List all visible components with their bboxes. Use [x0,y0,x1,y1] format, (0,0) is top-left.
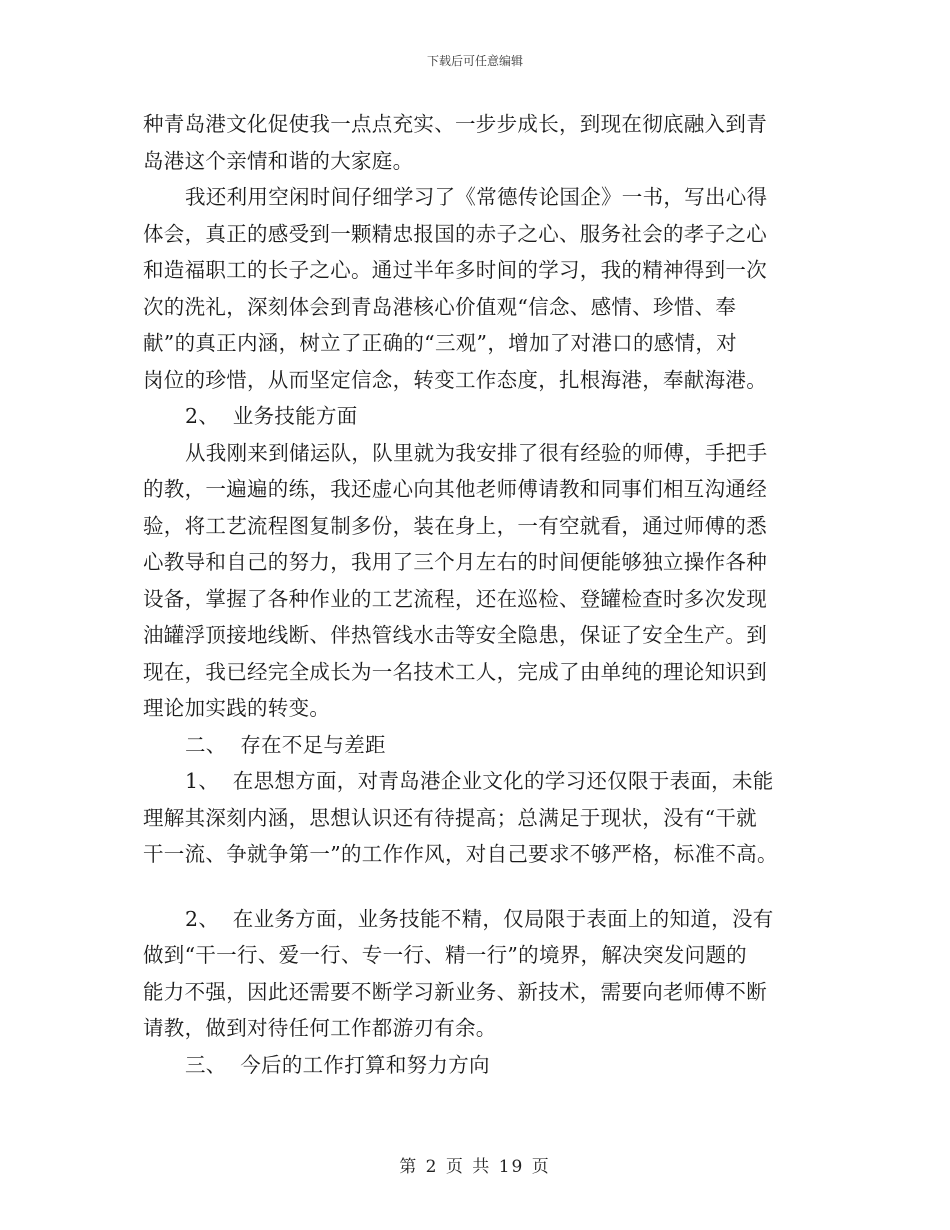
document-body [143,106,823,1083]
paragraph-line: 能力不强，因此还需要不断学习新业务、新技术，需要向老师傅不断 [143,979,767,1004]
section-heading: 二、 存在不足与差距 [185,732,386,757]
section-heading: 2、 业务技能方面 [185,404,358,428]
paragraph-line: 2、 在业务方面，业务技能不精，仅局限于表面上的知道，没有 [185,906,774,931]
paragraph-line: 油罐浮顶接地线断、伴热管线水击等安全隐患，保证了安全生产。到 [143,623,767,647]
paragraph-line: 从我刚来到储运队，队里就为我安排了很有经验的师傅，手把手 [185,440,768,465]
paragraph-line: 理论加实践的转变。 [143,696,331,720]
paragraph-line: 次的洗礼，深刻体会到青岛港核心价值观“信念、感情、珍惜、奉 [143,294,737,319]
paragraph-line: 做到“干一行、爱一行、专一行、精一行”的境界，解决突发问题的 [143,943,747,967]
header-note: 下载后可任意编辑 [426,54,523,68]
paragraph-line: 设备，掌握了各种作业的工艺流程，还在巡检、登罐检查时多次发现 [143,586,767,611]
paragraph-line: 干一流、争就争第一”的工作作风，对自己要求不够严格，标准不高。 [143,842,778,866]
paragraph-gap [143,873,823,901]
paragraph-line: 1、 在思想方面，对青岛港企业文化的学习还仅限于表面，未能 [185,769,774,793]
paragraph-line: 理解其深刻内涵，思想认识还有待提高；总满足于现状，没有“干就 [143,805,757,830]
paragraph-line: 和造福职工的长子之心。通过半年多时间的学习，我的精神得到一次 [143,258,767,282]
section-heading: 三、 今后的工作打算和努力方向 [185,1052,490,1077]
paragraph-line: 请教，做到对待任何工作都游刃有余。 [143,1016,497,1040]
paragraph-line: 种青岛港文化促使我一点点充实、一步步成长，到现在彻底融入到青 [143,112,767,136]
paragraph-line: 我还利用空闲时间仔细学习了《常德传论国企》一书，写出心得 [185,185,768,209]
paragraph-line: 心教导和自己的努力，我用了三个月左右的时间便能够独立操作各种 [143,550,767,574]
paragraph-line: 验，将工艺流程图复制多份，装在身上，一有空就看，通过师傅的悉 [143,513,767,538]
paragraph-line: 献”的真正内涵，树立了正确的“三观”，增加了对港口的感情，对 [143,331,737,355]
paragraph-line: 岛港这个亲情和谐的大家庭。 [143,148,414,173]
paragraph-line: 现在，我已经完全成长为一名技术工人，完成了由单纯的理论知识到 [143,659,767,684]
page-number-footer: 第 2 页 共 19 页 [399,1157,551,1177]
paragraph-line: 岗位的珍惜，从而坚定信念，转变工作态度，扎根海港，奉献海港。 [143,367,767,392]
paragraph-line: 体会，真正的感受到一颗精忠报国的赤子之心、服务社会的孝子之心 [143,221,767,246]
paragraph-line: 的教，一遍遍的练，我还虚心向其他老师傅请教和同事们相互沟通经 [143,477,767,501]
